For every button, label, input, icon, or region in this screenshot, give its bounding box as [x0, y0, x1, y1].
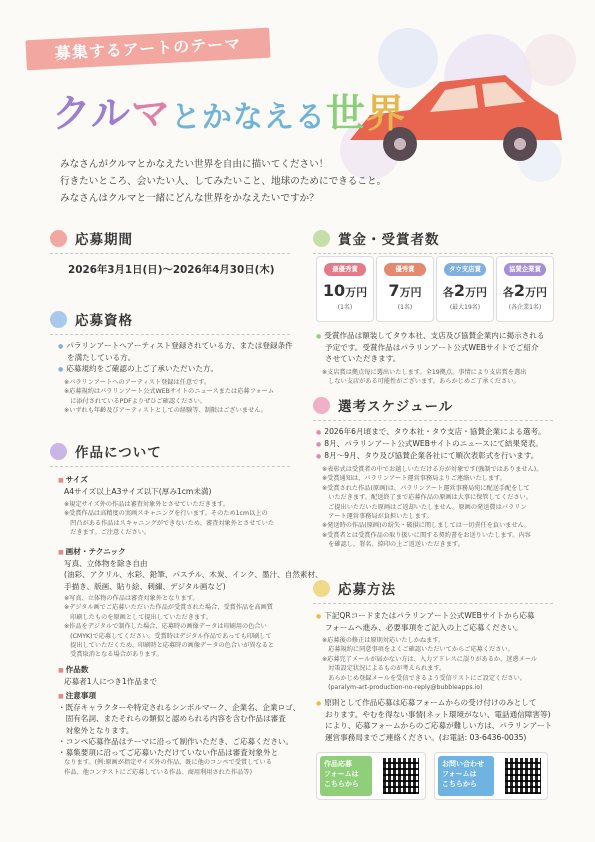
period-text: 2026年3月1日(日)〜2026年4月30日(木)	[68, 264, 275, 276]
note-line: ※受賞された作品(原画)は、パラリンアート運営事務局宛に配送手配をして	[322, 484, 530, 492]
section-head-about	[50, 440, 290, 462]
prize-label: 最優秀賞	[324, 263, 366, 276]
note-line: いただきます。配送終了まで応募作品の原画は大事に保管してください。	[322, 494, 532, 502]
note-line: ※いずれも年齢及びアーティストとしての経験等、制限はございません。	[64, 407, 267, 415]
method-list-1	[316, 610, 535, 633]
qr-code-contact[interactable]	[505, 758, 541, 794]
count-text: 応募者1人につき1作品まで	[64, 677, 158, 687]
list-item: ● 原則として作品応募は応募フォームからの受け付けのみとして	[316, 697, 552, 709]
section-divider	[313, 253, 553, 254]
prize-amount-prefix: 各	[442, 286, 454, 299]
note-line: あらかじめ登録メールを受信できるよう受信リストにご設定ください。	[322, 674, 526, 682]
car-wheel-hub	[514, 138, 526, 150]
qr-box-entry[interactable]	[316, 752, 426, 800]
about-size	[58, 474, 211, 497]
schedule-list	[316, 426, 546, 463]
caution-line: 対象外となります。	[58, 725, 134, 735]
about-caution	[58, 690, 300, 777]
section-divider	[50, 466, 290, 467]
note-line: ※受賞作品は高精度の実画スキャニングを行います。そのため1cm以上の	[64, 510, 268, 518]
list-item: ● 2026年6月頃まで、タウ本社・タウ支店・協賛企業による選考。	[316, 426, 546, 438]
note-line: ※規定サイズ外の作品は審査対象外とさせていただきます。	[64, 501, 230, 508]
section-head-eligibility	[50, 308, 290, 330]
qr-label-line: フォームは	[442, 770, 477, 778]
section-head-schedule	[313, 394, 553, 416]
prize-amount-number: 10	[322, 281, 346, 300]
material-line: 手描き、版画、貼り絵、刺繍、デジタル画など)	[64, 581, 226, 591]
prize-amount	[497, 281, 553, 300]
section-dot	[313, 580, 330, 597]
prize-list	[316, 330, 544, 365]
list-item: おります。やむを得ない事情(ネット環境がない、電話通信障害等)	[325, 710, 551, 720]
prize-winners: (各企業1名)	[508, 304, 542, 311]
list-item: により、応募フォームからのご応募が難しい方は、パラリンアート	[325, 721, 553, 731]
note-line: ※デジタル画でご応募いただいた作品が受賞された場合、受賞作品を高画質	[64, 604, 273, 612]
qr-box-contact[interactable]	[434, 752, 548, 800]
note-line: ※表彰式は受賞者の中でお越しいただける方が対象です(強制ではありません)。	[322, 466, 543, 473]
theme-ribbon	[25, 28, 270, 71]
caution-line: なります。(例:原画が指定サイズ外の作品、既に他のコンペで受賞している	[58, 759, 272, 767]
prize-amount-number: 7	[388, 281, 400, 300]
qr-code-entry[interactable]	[383, 758, 419, 794]
section-title: 応募期間	[75, 232, 133, 248]
note-line: ※作品をデジタルで制作した場合、応募時の画像データは印刷用の色合い	[64, 623, 267, 631]
section-title: 応募資格	[75, 313, 133, 329]
note-line: (paralym-art-production-no-reply@bubbleapps.io)	[322, 684, 483, 692]
note-line: アート運営事務局が負担いたします。	[322, 513, 433, 521]
eligibility-notes	[64, 378, 274, 416]
note-line: (CMYK)で応募してください。受賞時はデジタル作品であっても印刷して	[64, 632, 272, 640]
material-notes	[64, 594, 274, 660]
bubble-decoration	[524, 34, 576, 86]
note-line: だきます。ご注意ください。	[64, 529, 151, 537]
prize-amount	[317, 281, 373, 300]
title-part: 界	[365, 92, 406, 137]
prize-label: 優秀賞	[384, 263, 426, 276]
qr-label	[320, 756, 372, 796]
qr-label-line: フォームは	[324, 770, 359, 778]
section-dot	[313, 397, 330, 414]
note-line: を確認し、署名、捺印の上ご返送いただきます。	[322, 541, 464, 549]
note-line: ※受賞通知は、パラリンアート運営事務局よりご連絡いたします。	[322, 475, 506, 483]
prize-box-grand	[316, 256, 374, 322]
note-line: ※パラリンアートへのアーティスト登録は任意です。	[64, 379, 211, 386]
ribbon-text: 募集するアートのテーマ	[54, 34, 242, 63]
list-item: ● 8月〜9月、タウ及び協賛企業各社にて順次表彰式を行います。	[316, 450, 546, 462]
note-line: 対策設定状況によるものが考えられます。	[322, 665, 446, 673]
prize-notes	[322, 368, 526, 387]
note-line: しない支店がある可能性がございます。あらかじめご了承ください。	[322, 378, 520, 386]
section-divider	[50, 253, 290, 254]
list-item: フォームへ進み、必要事項をご記入の上ご応募ください。	[325, 623, 523, 633]
prize-box-sponsor	[496, 256, 554, 322]
section-head-method	[313, 577, 553, 599]
section-divider	[50, 334, 290, 335]
prize-box-branch	[436, 256, 494, 322]
main-title	[52, 88, 406, 142]
note-line: 凹凸がある作品はスキャニングができないため、審査対象外とさせていた	[64, 519, 275, 527]
method-notes	[322, 636, 537, 692]
section-dot	[313, 230, 330, 247]
note-line: ※受賞者とは受賞作品の取り扱いに関する契約書をお送りいたします。内容	[322, 531, 531, 539]
section-dot	[50, 311, 67, 328]
note-line: ※写真、立体物の作品は審査対象外となります。	[64, 595, 199, 602]
section-divider	[313, 603, 553, 604]
section-dot	[50, 443, 67, 460]
material-line: 写真、立体物を除き自由	[64, 559, 148, 569]
prize-label: タウ支店賞	[444, 263, 486, 276]
about-material	[58, 546, 323, 592]
section-head-prize	[313, 227, 553, 249]
note-line: ご提出いただいた原画はご返却いたしません。原画の発送費はパラリン	[322, 503, 527, 511]
material-line: (油彩、アクリル、水彩、鉛筆、パステル、木炭、インク、墨汁、自然素材、	[64, 570, 323, 580]
list-item: ● 受賞作品は額装してタウ本社、支店及び協賛企業内に掲示される	[316, 330, 544, 342]
title-part: クル	[52, 92, 131, 137]
prize-winners: (1名)	[337, 304, 353, 311]
section-title: 作品について	[75, 445, 162, 461]
list-item: させていただきます。	[325, 354, 401, 364]
prize-box-excellent	[376, 256, 434, 322]
bubble-decoration	[378, 28, 438, 88]
caution-line: ・募集要項に沿ってご応募いただけていない作品は審査対象外と	[58, 748, 279, 758]
prize-label: 協賛企業賞	[504, 263, 546, 276]
qr-label	[438, 756, 494, 796]
prize-amount-unit: 万円	[525, 286, 548, 299]
prize-winners: (1名)	[397, 304, 413, 311]
material-label: ■ 画材・テクニック	[58, 546, 323, 558]
section-title: 応募方法	[338, 582, 396, 598]
eligibility-list	[58, 340, 293, 376]
prize-amount-prefix: 各	[502, 286, 514, 299]
section-title: 賞金・受賞者数	[338, 232, 440, 248]
list-item: ● パラリンアートへアーティスト登録されている方、または登録条件	[58, 340, 293, 352]
caution-line: ・既存キャラクターや特定されるシンボルマーク、企業名、企業ロゴ、	[58, 703, 301, 713]
note-line: 提出していただくため、印刷時と応募時の画像データの色合いが異なると	[64, 642, 275, 650]
note-line: 印刷したものを原画として提出していただきます。	[64, 613, 213, 621]
intro-line: みなさんがクルマとかなえたい世界を自由に描いてください！	[60, 159, 329, 170]
schedule-notes	[322, 465, 542, 550]
qr-label-line: こちらから	[324, 780, 359, 788]
title-part: とかなえる	[170, 100, 326, 135]
prize-amount-number: 2	[513, 281, 526, 300]
note-line: に添付されているPDFよりぜひご確認ください。	[64, 397, 206, 405]
list-item: ● 8月、パラリンアート公式WEBサイトのニュースにて結果発表。	[316, 438, 546, 450]
about-count	[58, 664, 157, 687]
note-line: 応募規約に同意事項をよくご確認いただいてからご応募ください。	[322, 646, 514, 654]
caution-label: ■ 注意事項	[58, 690, 300, 702]
prize-amount-unit: 万円	[399, 286, 422, 299]
prize-amount-number: 2	[453, 281, 466, 300]
note-line: ※支店賞は拠点毎に選出いたします。全19拠点。事情により支店賞を選出	[322, 369, 527, 376]
size-label: ■ サイズ	[58, 474, 211, 486]
note-line: ※応募完了メールが届かない方は、入力アドレスに誤りがあるか、迷惑メール	[322, 655, 538, 663]
size-text: A4サイズ以上A3サイズ以下(厚み1cm未満)	[64, 487, 212, 497]
prize-amount-unit: 万円	[465, 286, 488, 299]
method-list-2	[316, 697, 552, 743]
note-line: 受賞取消となる場合があります。	[64, 651, 163, 659]
section-title: 選考スケジュール	[338, 399, 454, 415]
title-part: マ	[130, 92, 171, 137]
list-item: 運営事務局までご連絡ください。(お電話: 03-6436-0035)	[325, 732, 527, 742]
caution-line: 固有名詞、またそれらの類似と認められる内容を含む作品は審査	[58, 714, 286, 724]
title-part: 世	[325, 92, 366, 137]
qr-label-line: こちらから	[442, 780, 477, 788]
car-wheel-hub	[394, 138, 406, 150]
qr-label-line: お問い合わせ	[442, 760, 484, 768]
list-item: ● 下記QRコードまたはパラリンアート公式WEBサイトから応募	[316, 610, 535, 622]
list-item: ● 応募規約をご確認の上ご了承いただいた方。	[58, 363, 293, 375]
qr-label-line: 作品応募	[324, 760, 352, 768]
note-line: ※発送時の作品(原画)の紛失・破損に関しましては一切責任を負いません。	[322, 522, 531, 530]
caution-line: ・コンペ応募作品はテーマに沿って制作いただき、ご応募ください。	[58, 736, 294, 746]
prize-amount	[377, 281, 433, 300]
list-item: を満たしている方。	[67, 353, 136, 363]
section-head-period	[50, 227, 290, 249]
prize-winners: (最大19名)	[449, 304, 481, 311]
intro-line: 行きたいところ、会いたい人、してみたいこと、地球のためにできること。	[60, 176, 387, 187]
intro-line: みなさんはクルマと一緒にどんな世界をかなえたいですか？	[60, 193, 319, 204]
note-line: ※応募規約はパラリンアート公式WEBサイトのニュースまたは応募フォーム	[64, 388, 275, 396]
caution-line: 作品、他コンテストにご応募している作品、商用利用された作品等)	[58, 768, 252, 776]
note-line: ※応募後の修正は原則対応いたしかねます。	[322, 637, 445, 644]
size-notes	[64, 500, 274, 538]
prize-amount	[437, 281, 493, 300]
prize-amount-unit: 万円	[345, 286, 368, 299]
intro-text	[60, 156, 440, 207]
count-label: ■ 作品数	[58, 664, 157, 676]
list-item: 予定です。受賞作品はパラリンアート公式WEBサイトでご紹介	[325, 343, 539, 353]
section-dot	[50, 230, 67, 247]
section-divider	[313, 420, 553, 421]
